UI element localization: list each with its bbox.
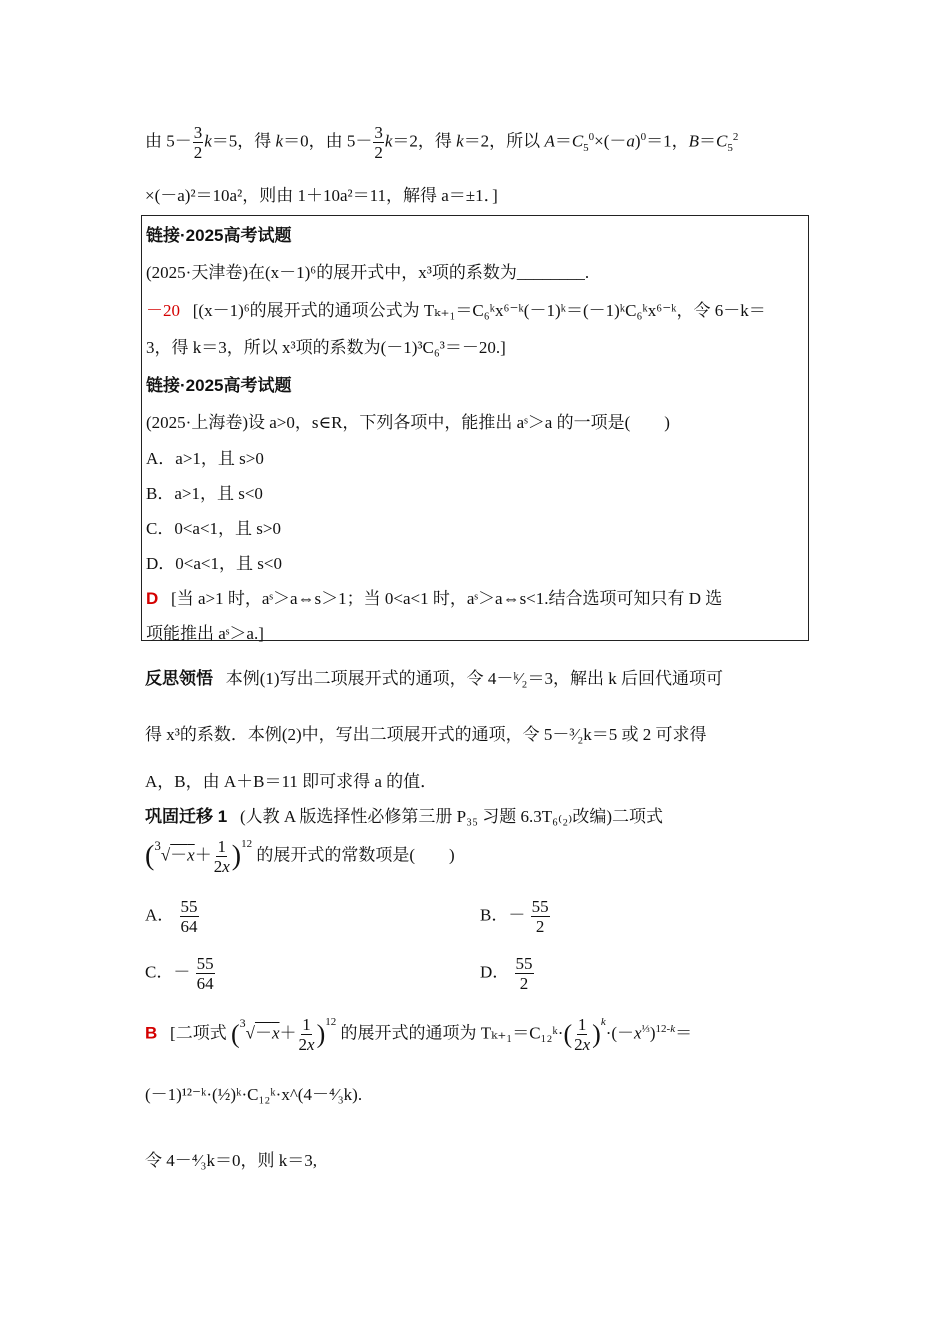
option-c: C．0<a<1，且 s>0 bbox=[146, 519, 282, 538]
solution-line-3: 令 4－⁴⁄₃k＝0，则 k＝3, bbox=[145, 1151, 317, 1170]
option-d: D．0<a<1，且 s<0 bbox=[146, 554, 282, 573]
reflection-line-2: 得 x³的系数．本例(2)中，写出二项展开式的通项，令 5－³⁄₂k＝5 或 2 可求得 bbox=[145, 725, 707, 744]
link-box bbox=[141, 215, 809, 641]
answer-shanghai: D bbox=[146, 589, 159, 608]
practice-label: 巩固迁移 1 bbox=[145, 807, 228, 826]
question-shanghai: (2025·上海卷)设 a>0，s∈R，下列各项中，能推出 aˢ＞a 的一项是( ) bbox=[146, 413, 670, 432]
practice-option-a: A． $\frac{55}{64}$ bbox=[145, 897, 198, 936]
link-title-2: 链接·2025高考试题 bbox=[146, 376, 292, 395]
answer-tianjin-line-2: 3，得 k＝3，所以 x³项的系数为(－1)³C₆³＝－20.] bbox=[146, 338, 506, 357]
top-line-1: 由 5－ $\frac{3}{2}$ k＝5，得 k＝0，由 5－ $\frac{3}{2}$ k＝2，得 k＝2，所以 $A=C_5^0\times(-a)^0=1$，$B=C_5^2$ bbox=[145, 123, 739, 162]
answer-shanghai-line-1: D [当 a>1 时，aˢ＞a⇔s＞1；当 0<a<1 时，aˢ＞a⇔s<1.结合选项可知只有 D 选 bbox=[146, 589, 723, 608]
option-b: B．a>1，且 s<0 bbox=[146, 484, 263, 503]
reflection-label: 反思领悟 bbox=[145, 669, 213, 688]
practice-line-1: 巩固迁移 1 (人教 A 版选择性必修第三册 P₃₅ 习题 6.3T₆₍₂₎改编)二项式 bbox=[145, 807, 663, 826]
solution-line-2: (－1)¹²⁻ᵏ·(½)ᵏ·C₁₂ᵏ·x^(4－⁴⁄₃k). bbox=[145, 1085, 363, 1104]
reflection-line-3: A，B，由 A＋B＝11 即可求得 a 的值． bbox=[145, 772, 438, 791]
reflection-line-1: 反思领悟 本例(1)写出二项展开式的通项，令 4－ᵏ⁄₂＝3，解出 k 后回代通项可 bbox=[145, 669, 723, 688]
question-tianjin: (2025·天津卷)在(x－1)⁶的展开式中，x³项的系数为________. bbox=[146, 263, 590, 282]
practice-option-c: C．－ $\frac{55}{64}$ bbox=[145, 954, 214, 993]
answer-shanghai-line-2: 项能推出 aˢ＞a.] bbox=[146, 624, 264, 643]
solution-line-1: B [二项式 ($^3$√－x＋ $\frac{1}{2x}$ )$^{12}$ 的展开式的通项为 Tₖ₊₁＝C₁₂ᵏ·( $\frac{1}{2x}$ )$^k\cdot(-x^{\frac{1}{3}})^{12-k}=$ bbox=[145, 1015, 693, 1054]
option-a: A．a>1，且 s>0 bbox=[146, 449, 264, 468]
top-line-2: ×(－a)²＝10a²，则由 1＋10a²＝11，解得 a＝±1．] bbox=[145, 186, 498, 205]
practice-option-d: D． $\frac{55}{2}$ bbox=[480, 954, 533, 993]
practice-line-2: ($^3$√－x＋ $\frac{1}{2x}$ )$^{12}$ 的展开式的常数项是( ) bbox=[145, 837, 455, 876]
answer-tianjin-line-1: －20 [(x－1)⁶的展开式的通项公式为 Tₖ₊₁＝C₆ᵏx⁶⁻ᵏ(－1)ᵏ＝(－1)ᵏC₆ᵏx⁶⁻ᵏ，令 6－k＝ bbox=[146, 301, 766, 320]
practice-option-b: B．－ $\frac{55}{2}$ bbox=[480, 897, 549, 936]
link-title-1: 链接·2025高考试题 bbox=[146, 226, 292, 245]
answer-tianjin: －20 bbox=[146, 301, 180, 320]
solution-answer: B bbox=[145, 1023, 158, 1043]
